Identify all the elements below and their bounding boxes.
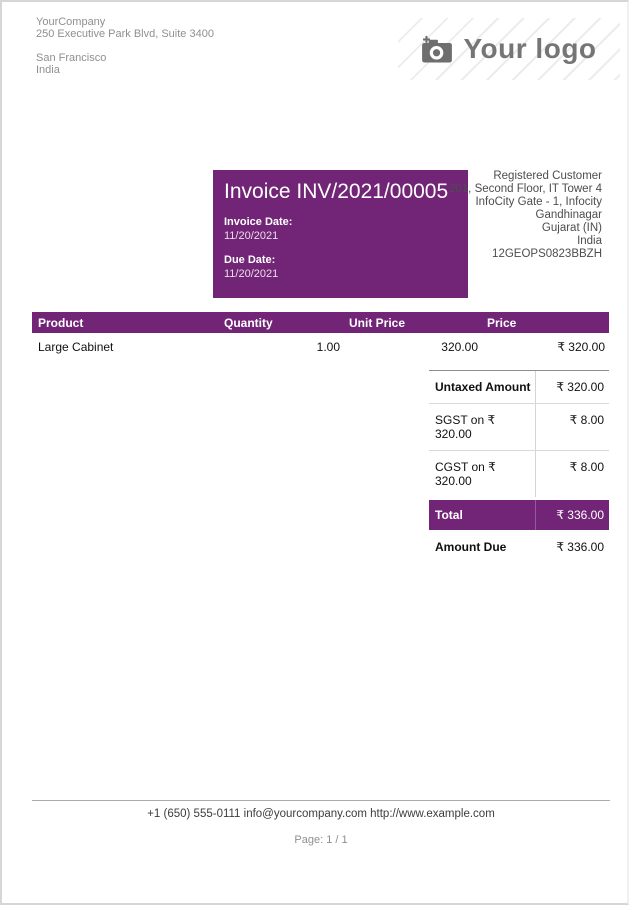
totals-row-total — [429, 500, 609, 530]
totals-row-cgst — [429, 450, 609, 497]
customer-country: India — [577, 235, 602, 247]
sgst-label: SGST on ₹ 320.00 — [435, 413, 496, 441]
company-city: San Francisco — [36, 52, 107, 64]
spacer — [36, 40, 214, 52]
header-price: Price — [481, 312, 609, 333]
customer-gstin: 12GEOPS0823BBZH — [492, 248, 602, 260]
company-name: YourCompany — [36, 16, 106, 28]
customer-city: Gandhinagar — [535, 209, 602, 221]
company-street: 250 Executive Park Blvd, Suite 3400 — [36, 28, 214, 40]
untaxed-value: ₹ 320.00 — [535, 371, 609, 403]
sgst-value: ₹ 8.00 — [535, 404, 609, 450]
company-address-block — [36, 16, 214, 76]
table-header-row — [32, 312, 609, 333]
amount-due-value: ₹ 336.00 — [556, 540, 604, 554]
cell-quantity: 1.00 — [316, 340, 340, 354]
invoice-line-row — [32, 333, 609, 359]
footer-page-number: Page: 1 / 1 — [294, 834, 348, 846]
due-date-label: Due Date: — [224, 254, 276, 266]
due-date-value: 11/20/2021 — [224, 268, 279, 280]
totals-table — [429, 370, 609, 563]
cgst-label: CGST on ₹ 320.00 — [435, 460, 496, 488]
invoice-date-label: Invoice Date: — [224, 216, 293, 228]
amount-due-label: Amount Due — [435, 540, 507, 554]
customer-street2: InfoCity Gate - 1, Infocity — [475, 196, 602, 208]
invoice-header-box — [213, 170, 468, 298]
totals-row-amount-due — [429, 530, 609, 563]
header-product: Product — [32, 312, 218, 333]
logo-text: Your logo — [463, 33, 597, 64]
cell-product: Large Cabinet — [38, 340, 114, 354]
total-value: ₹ 336.00 — [535, 500, 609, 530]
footer-divider — [32, 800, 610, 801]
header-quantity: Quantity — [218, 312, 343, 333]
invoice-date-value: 11/20/2021 — [224, 230, 279, 242]
cgst-value: ₹ 8.00 — [535, 451, 609, 497]
company-country: India — [36, 64, 60, 76]
cell-unit-price: 320.00 — [441, 340, 478, 354]
camera-plus-icon — [421, 36, 453, 63]
footer-contact-info: +1 (650) 555-0111 info@yourcompany.com http://www.example.com — [147, 808, 495, 820]
customer-address-block — [449, 170, 602, 261]
total-label: Total — [435, 508, 463, 522]
cell-price: ₹ 320.00 — [557, 340, 605, 354]
invoice-lines-table — [32, 312, 609, 359]
invoice-title: Invoice INV/2021/00005 — [224, 180, 449, 203]
company-logo — [398, 18, 620, 80]
customer-street: 201, Second Floor, IT Tower 4 — [449, 183, 602, 195]
customer-name: Registered Customer — [493, 170, 602, 182]
customer-state: Gujarat (IN) — [541, 222, 602, 234]
totals-row-untaxed — [429, 370, 609, 403]
totals-row-sgst — [429, 403, 609, 450]
header-unit-price: Unit Price — [343, 312, 481, 333]
untaxed-label: Untaxed Amount — [435, 380, 531, 394]
